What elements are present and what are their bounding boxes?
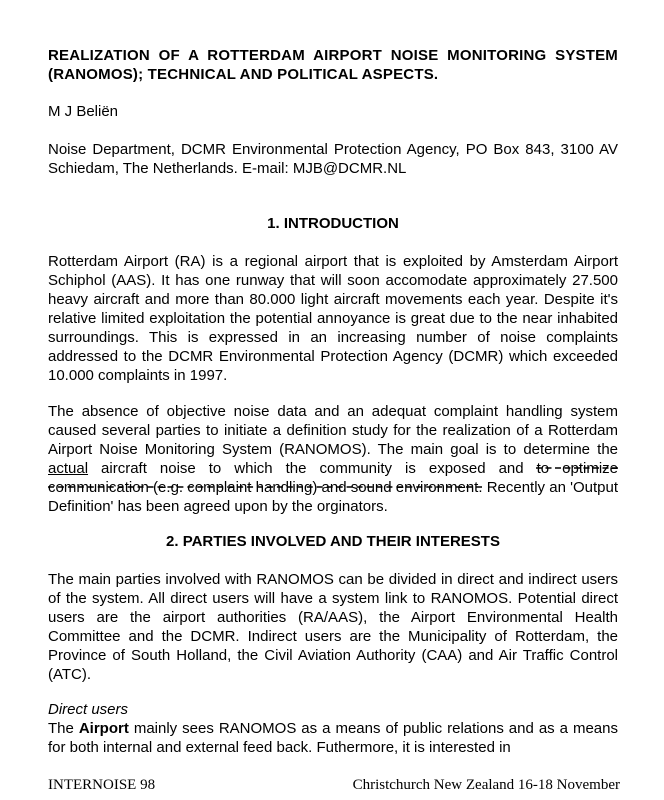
paper-title: REALIZATION OF A ROTTERDAM AIRPORT NOISE MONITORING SYSTEM (RANOMOS); TECHNICAL AND POLITICAL ASPECTS. [48,47,618,83]
para-rest-text: mainly sees RANOMOS as a means of public relations and as a means for both internal and external feed back. Futhermore, it is interested in [48,720,618,756]
parties-paragraph-1: The main parties involved with RANOMOS can be divided in direct and indirect users of the system. All direct users will have a system link to RANOMOS. Potential direct users are the airport authorities (RA/AAS), the Airport Environmental Health Committee and the DCMR. Indirect users are the Municipality of Rotterdam, the Province of South Holland, the Civil Aviation Authority (CAA) and Air Traffic Control (ATC). [48,571,618,683]
subheading-direct-users: Direct users [48,701,129,718]
footer-conference: INTERNOISE 98 [48,777,156,793]
para2-text-mid: aircraft noise to which the community is exposed and [101,460,524,477]
author-name: M J Beliën [48,103,119,120]
para-lead-word: The [48,720,74,737]
author-affiliation: Noise Department, DCMR Environmental Protection Agency, PO Box 843, 3100 AV Schiedam, The Netherlands. E-mail: MJB@DCMR.NL [48,141,618,177]
para2-struck-text: to optimize communication (e.g. complaint handling) and sound environment. [48,460,618,496]
section-heading-introduction: 1. INTRODUCTION [267,215,399,232]
para2-emphasis: actual [48,460,89,477]
introduction-paragraph-1: Rotterdam Airport (RA) is a regional airport that is exploited by Amsterdam Airport Schiphol (AAS). It has one runway that will soon accomodate approximately 27.500 heavy aircraft and more than 80.000 light aircraft movements each year. Despite it's relative limited exploitation the potential annoyance is great due to the near inhabited surroundings. This is expressed in an increasing number of noise complaints addressed to the DCMR Environmental Protection Agency (DCMR) which exceeded 10.000 complaints in 1997. [48,253,618,384]
footer-location-date: Christchurch New Zealand 16-18 November [352,777,620,793]
parties-paragraph-2 [48,719,618,757]
airport-emphasis: Airport [78,720,129,737]
para2-text-after: Recently an 'Output Definition' has been agreed upon by the orginators. [48,479,618,515]
introduction-paragraph-2 [48,402,618,516]
para2-text-before: The absence of objective noise data and an adequat complaint handling system caused several parties to initiate a definition study for the realization of a Rotterdam Airport Noise Monitoring System (RANOMOS). The main goal is to determine the [48,403,618,458]
section-heading-parties: 2. PARTIES INVOLVED AND THEIR INTERESTS [166,533,500,550]
